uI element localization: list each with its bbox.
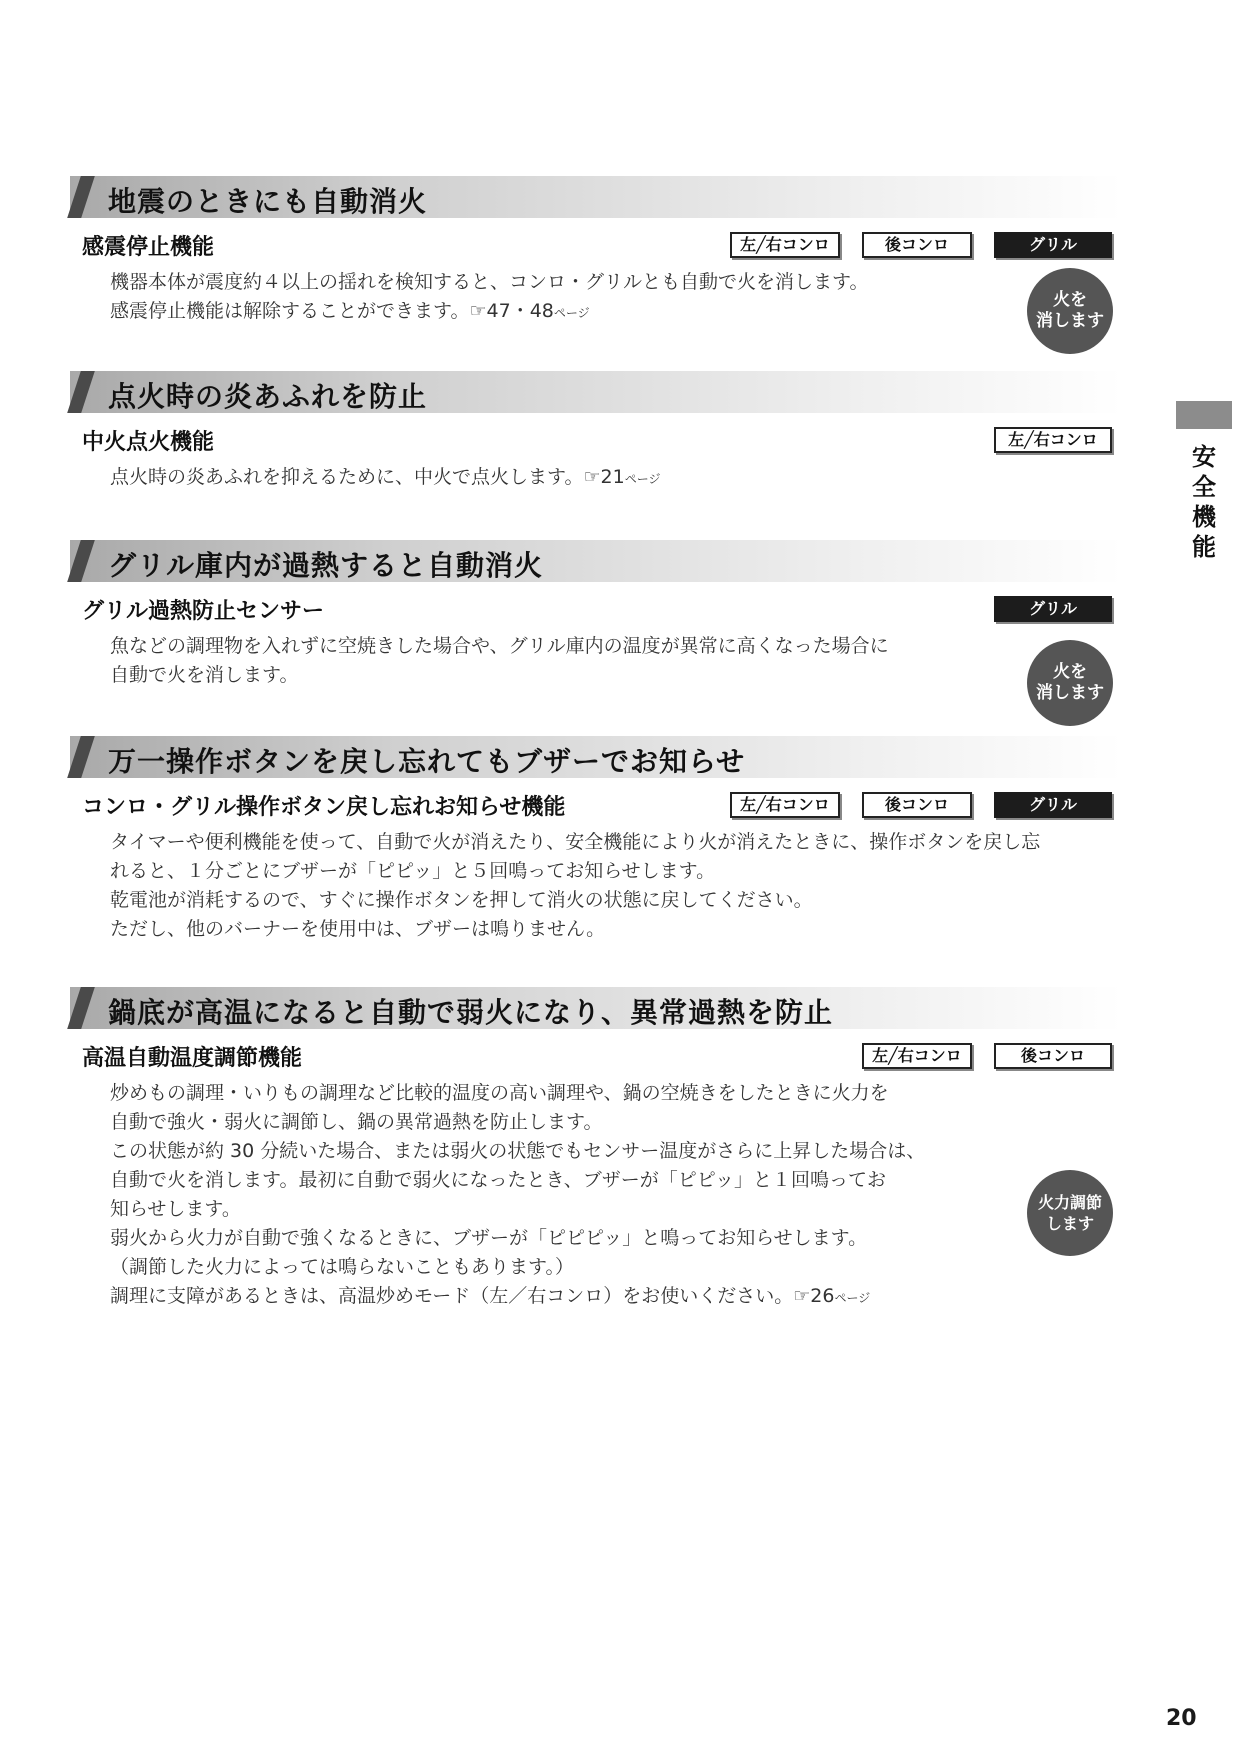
section-title: 点火時の炎あふれを防止 <box>108 380 428 413</box>
tag-left-right-burner: 左╱右コンロ <box>730 232 840 258</box>
section-body <box>110 828 1040 944</box>
tag-rear-burner: 後コンロ <box>994 1043 1112 1069</box>
body-line: 炒めもの調理・いりもの調理など比較的温度の高い調理や、鍋の空焼きをしたときに火力を <box>110 1082 889 1104</box>
page-reference: ☞47・48 <box>469 300 554 322</box>
tag-grill: グリル <box>994 596 1112 622</box>
body-line: （調節した火力によっては鳴らないこともあります。） <box>110 1256 574 1278</box>
auto-extinguish-badge: 火を 消します <box>1027 640 1113 726</box>
section-title: 万一操作ボタンを戻し忘れてもブザーでお知らせ <box>108 745 746 778</box>
section-subtitle: コンロ・グリル操作ボタン戻し忘れお知らせ機能 <box>82 795 566 820</box>
section-body <box>110 632 889 690</box>
body-line: この状態が約 30 分続いた場合、または弱火の状態でもセンサー温度がさらに上昇した場合は、 <box>110 1140 926 1162</box>
page-number: 20 <box>1166 1706 1197 1731</box>
tag-grill: グリル <box>994 232 1112 258</box>
tag-left-right-burner: 左╱右コンロ <box>730 792 840 818</box>
tag-left-right-burner: 左╱右コンロ <box>994 427 1112 453</box>
section-body <box>110 1079 925 1313</box>
tag-left-right-burner: 左╱右コンロ <box>862 1043 972 1069</box>
body-line: 自動で火を消します。最初に自動で弱火になったとき、ブザーが「ピピッ」と１回鳴ってお <box>110 1169 886 1191</box>
section-body <box>110 463 660 494</box>
body-line: 魚などの調理物を入れずに空焼きした場合や、グリル庫内の温度が異常に高くなった場合に <box>110 635 889 657</box>
side-tab-char: 安 <box>1192 443 1216 471</box>
auto-extinguish-badge: 火を 消します <box>1027 268 1113 354</box>
heat-adjust-badge: 火力調節 します <box>1027 1170 1113 1256</box>
body-line: 機器本体が震度約４以上の揺れを検知すると、コンロ・グリルとも自動で火を消します。 <box>110 271 869 293</box>
page-reference: ☞21 <box>583 466 625 488</box>
side-tab-char: 機 <box>1192 503 1216 531</box>
side-tab-char: 全 <box>1192 473 1216 501</box>
body-line: 自動で火を消します。 <box>110 664 299 686</box>
section-title: 鍋底が高温になると自動で弱火になり、異常過熱を防止 <box>108 996 834 1029</box>
page-reference-unit: ページ <box>553 306 590 320</box>
page-reference-unit: ページ <box>624 472 661 486</box>
body-line: 感震停止機能は解除することができます。☞47・48ページ <box>110 300 590 322</box>
body-line: ただし、他のバーナーを使用中は、ブザーは鳴りません。 <box>110 918 606 940</box>
body-line: 乾電池が消耗するので、すぐに操作ボタンを押して消火の状態に戻してください。 <box>110 889 813 911</box>
section-subtitle: 中火点火機能 <box>82 430 215 455</box>
section-body <box>110 268 868 328</box>
section-title: グリル庫内が過熱すると自動消火 <box>108 549 544 582</box>
body-line: 調理に支障があるときは、高温炒めモード（左／右コンロ）をお使いください。☞26ページ <box>110 1285 871 1307</box>
body-line: れると、１分ごとにブザーが「ピピッ」と５回鳴ってお知らせします。 <box>110 860 716 882</box>
side-tab-marker <box>1176 401 1232 429</box>
body-line: 弱火から火力が自動で強くなるときに、ブザーが「ピピピッ」と鳴ってお知らせします。 <box>110 1227 868 1249</box>
section-title: 地震のときにも自動消火 <box>108 185 428 218</box>
section-subtitle: 高温自動温度調節機能 <box>82 1046 303 1071</box>
body-line: 知らせします。 <box>110 1198 241 1220</box>
page-reference-unit: ページ <box>834 1291 871 1305</box>
tag-rear-burner: 後コンロ <box>862 792 972 818</box>
tag-rear-burner: 後コンロ <box>862 232 972 258</box>
section-subtitle: 感震停止機能 <box>82 235 215 260</box>
body-line: 点火時の炎あふれを抑えるために、中火で点火します。☞21ページ <box>110 466 661 488</box>
section-subtitle: グリル過熱防止センサー <box>82 599 325 624</box>
side-tab-label <box>1176 442 1232 562</box>
tag-grill: グリル <box>994 792 1112 818</box>
page-reference: ☞26 <box>793 1285 835 1307</box>
body-line: タイマーや便利機能を使って、自動で火が消えたり、安全機能により火が消えたときに、操作ボタンを戻し忘 <box>110 831 1041 853</box>
side-tab-char: 能 <box>1192 533 1216 561</box>
body-line: 自動で強火・弱火に調節し、鍋の異常過熱を防止します。 <box>110 1111 603 1133</box>
